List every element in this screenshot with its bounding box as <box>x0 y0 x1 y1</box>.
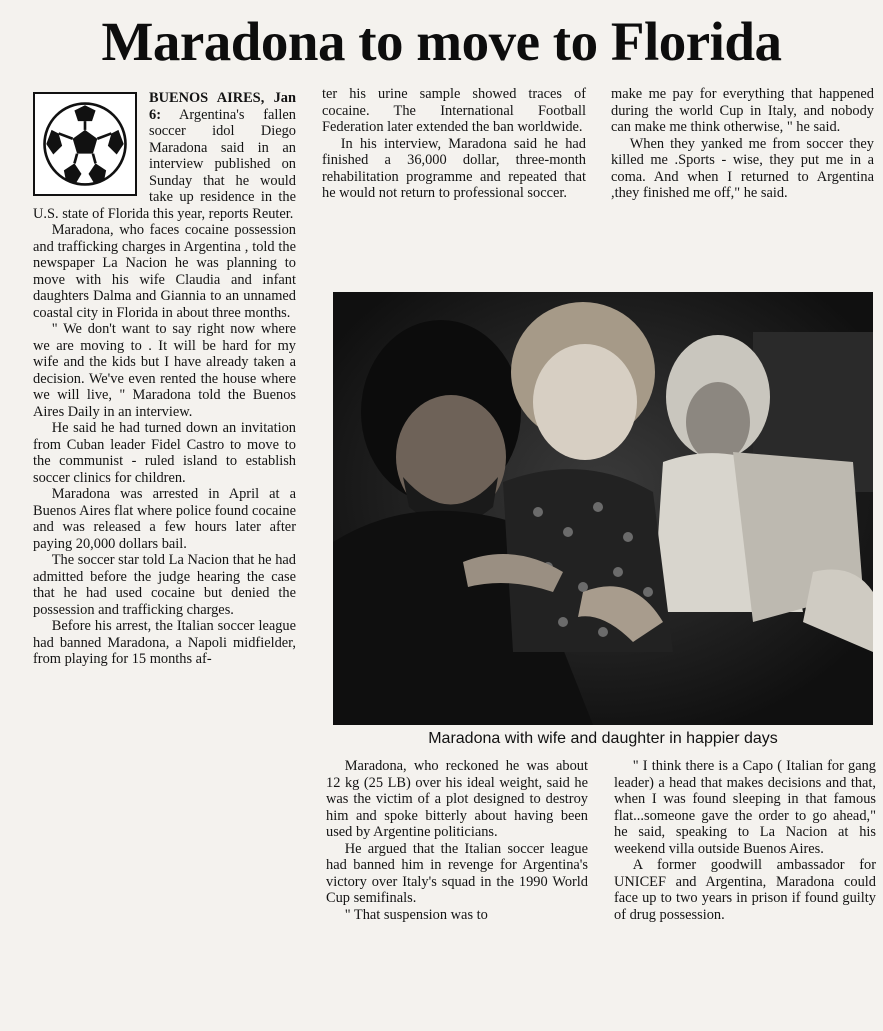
paragraph: Before his arrest, the Italian soccer league had banned Maradona, a Napoli midfielder, from playing for 15 months af- <box>33 618 296 667</box>
soccer-ball-icon <box>33 92 137 196</box>
paragraph: Maradona, who faces cocaine possession and trafficking charges in Argentina , told the newspaper La Nacion he was planning to move with his wife Claudia and infant daughters Dalma and Giannia to an unnamed coastal city in Florida in about three months. <box>33 222 296 321</box>
paragraph: When they yanked me from soccer they killed me .Sports - wise, they put me in a coma. And when I returned to Argentina ,they finished me off," he said. <box>611 135 874 201</box>
paragraph: Maradona, who reckoned he was about 12 kg (25 LB) over his ideal weight, said he was the victim of a plot designed to destroy him and spoke bitterly about having been used by Argentine politicians. <box>326 758 588 840</box>
article-column-3-top <box>611 86 874 202</box>
headline: Maradona to move to Florida <box>101 11 782 72</box>
article-column-2-top <box>322 86 586 202</box>
paragraph: " We don't want to say right now where we are moving to . It will be hard for my wife and the kids but I have already taken a decision. We've even rented the house where we will live, " Maradona told the Buenos Aires Daily in an interview. <box>33 321 296 420</box>
paragraph: The soccer star told La Nacion that he had admitted before the judge hearing the case that he had used cocaine but denied the possession and trafficking charges. <box>33 552 296 618</box>
news-photo <box>333 292 873 725</box>
paragraph: " That suspension was to <box>344 906 488 923</box>
paragraph: " I think there is a Capo ( Italian for gang leader) a head that makes decisions and that, when I was found sleeping in that famous flat...someone gave the order to go ahead," he said, speaking to La Nacion at his weekend villa outside Buenos Aires. <box>614 758 876 857</box>
article-column-1 <box>33 90 296 668</box>
dateline: BUENOS AIRES, Jan 6: <box>149 90 296 123</box>
article-column-2-bottom <box>326 758 588 923</box>
paragraph: He said he had turned down an invitation from Cuban leader Fidel Castro to move to the communist - ruled island to establish soccer clinics for children. <box>33 420 296 486</box>
paragraph: ter his urine sample showed traces of cocaine. The International Football Federation later extended the ban worldwide. <box>322 86 586 135</box>
paragraph: A former goodwill ambassador for UNICEF and Argentina, Maradona could face up to two years in prison if found guilty of drug possession. <box>614 857 876 923</box>
paragraph: He argued that the Italian soccer league had banned him in revenge for Argentina's victory over Italy's squad in the 1990 World Cup semifinals. <box>326 840 588 906</box>
next-article-headline-fragment <box>30 1010 880 1031</box>
lead-text: Argentina's fallen soccer idol Diego Maradona said in an interview published on Sunday that he would take up residence in the U.S. state of Florida this year, reports Reuter. <box>33 106 296 222</box>
paragraph: In his interview, Maradona said he had finished a 36,000 dollar, three-month rehabilitation programme and repeated that he would not return to professional soccer. <box>322 135 586 201</box>
article-column-3-bottom <box>614 758 876 923</box>
paragraph: Maradona was arrested in April at a Buenos Aires flat where police found cocaine and was released a few hours later after paying 20,000 dollars bail. <box>33 486 296 552</box>
photo-caption: Maradona with wife and daughter in happier days <box>428 730 778 747</box>
paragraph: make me pay for everything that happened during the world Cup in Italy, and nobody can make me think otherwise, " he said. <box>611 86 874 135</box>
